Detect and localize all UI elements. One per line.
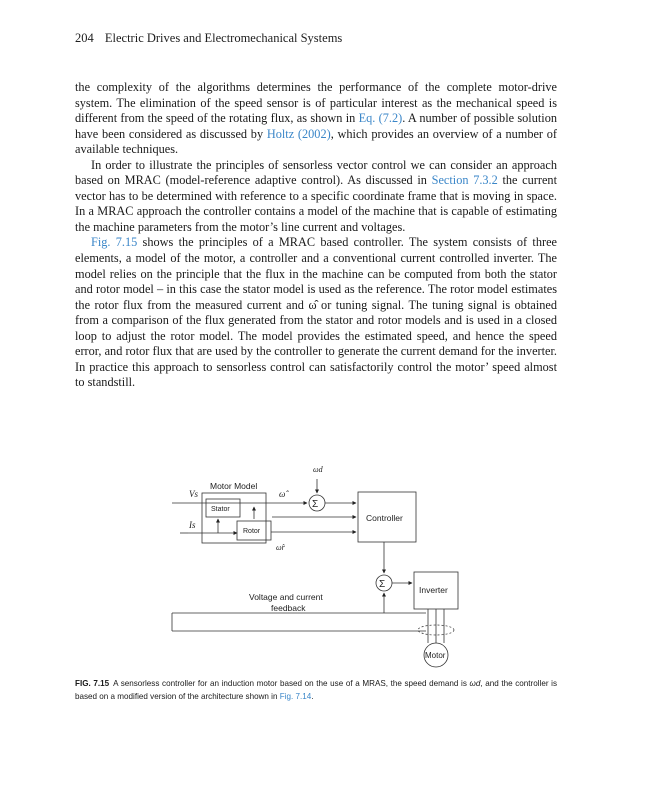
vs-label: Vs [189,489,198,499]
p1-text-a: the complexity of the algorithms determines the performance of the complete motor-drive system. The elimination of the speed sensor is of particular interest as the mechanical speed is different from the speed of the rotating flux, as shown in [75,80,557,126]
feedback-label-line1: Voltage and current [249,592,323,602]
page-number: 204 [75,31,94,45]
controller-label: Controller [366,513,403,523]
omega-hat-symbol: ω̂ [308,297,317,312]
body-text [75,80,557,391]
caption-text-c: . [311,691,314,701]
caption-omega-d: ωd [469,679,481,688]
omega-hat-label: ω̂ [279,489,286,499]
inverter-label: Inverter [419,585,448,595]
paragraph-3 [75,235,557,390]
motor-label: Motor [425,651,446,660]
stator-label: Stator [211,506,230,513]
rotor-label: Rotor [243,528,261,535]
eq-7-2-link[interactable]: Eq. (7.2) [358,111,403,126]
caption-label: FIG. 7.15 [75,679,110,688]
p1-text-b: . A number of possible solution have been considered as discussed by [75,111,557,141]
sum-top-symbol: Σ [312,499,319,510]
running-header [75,31,342,46]
section-7-3-2-link[interactable]: Section 7.3.2 [431,173,498,188]
p3-text-b: or tuning signal. The tuning signal is obtained from a comparison of the flux generated from the stator and rotor models and is used in a closed loop to adjust the rotor model. The model provides the estimated speed, and hence the speed error, and rotor flux that are used by the controller to generate the current demand for the inverter. In practice this approach to sensorless control can satisfactorily control the motor’ speed almost to standstill. [75,297,557,390]
paragraph-2 [75,158,557,236]
omega-d-label: ωd [313,465,323,474]
figure-caption [75,678,557,703]
feedback-label-line2: feedback [271,603,306,613]
p2-text-a: In order to illustrate the principles of sensorless vector control we can consider an approach based on MRAC (model-reference adaptive control). As discussed in [75,157,557,188]
paragraph-1 [75,80,557,158]
fig-7-15-link[interactable]: Fig. 7.15 [91,235,138,250]
caption-text-b: , and the controller is based on a modified version of the architecture shown in [75,679,557,701]
p3-text-a: shows the principles of a MRAC based controller. The system consists of three elements, a model of the motor, a controller and a conventional current controlled inverter. The model relies on the principle that the flux in the machine can be computed from both the stator and rotor model – in this case the stator model is used as the reference. The rotor model estimates the rotor flux from the measured current and [75,235,557,312]
motor-model-label: Motor Model [210,481,258,491]
p1-text-c: , which provides an overview of a number of available techniques. [75,126,558,157]
sum-bottom-symbol: Σ [379,579,386,590]
caption-text-a: A sensorless controller for an induction motor based on the use of a MRAS, the speed demand is [113,679,470,688]
p2-text-b: the current vector has to be determined with reference to a specific coordinate frame that is moving in space. In a MRAC approach the controller contains a model of the machine that is capable of estimating the machine parameters from the motor’s line current and voltages. [75,173,557,234]
running-title: Electric Drives and Electromechanical Systems [104,31,343,45]
fig-7-14-link[interactable]: Fig. 7.14 [279,691,312,701]
holtz-2002-link[interactable]: Holtz (2002) [266,126,331,141]
mrac-diagram-svg [160,455,470,673]
mrac-diagram [160,455,470,673]
omega-r-label: ω̂r [276,543,285,552]
is-label: Is [189,520,196,530]
motor-model-box [202,493,266,543]
